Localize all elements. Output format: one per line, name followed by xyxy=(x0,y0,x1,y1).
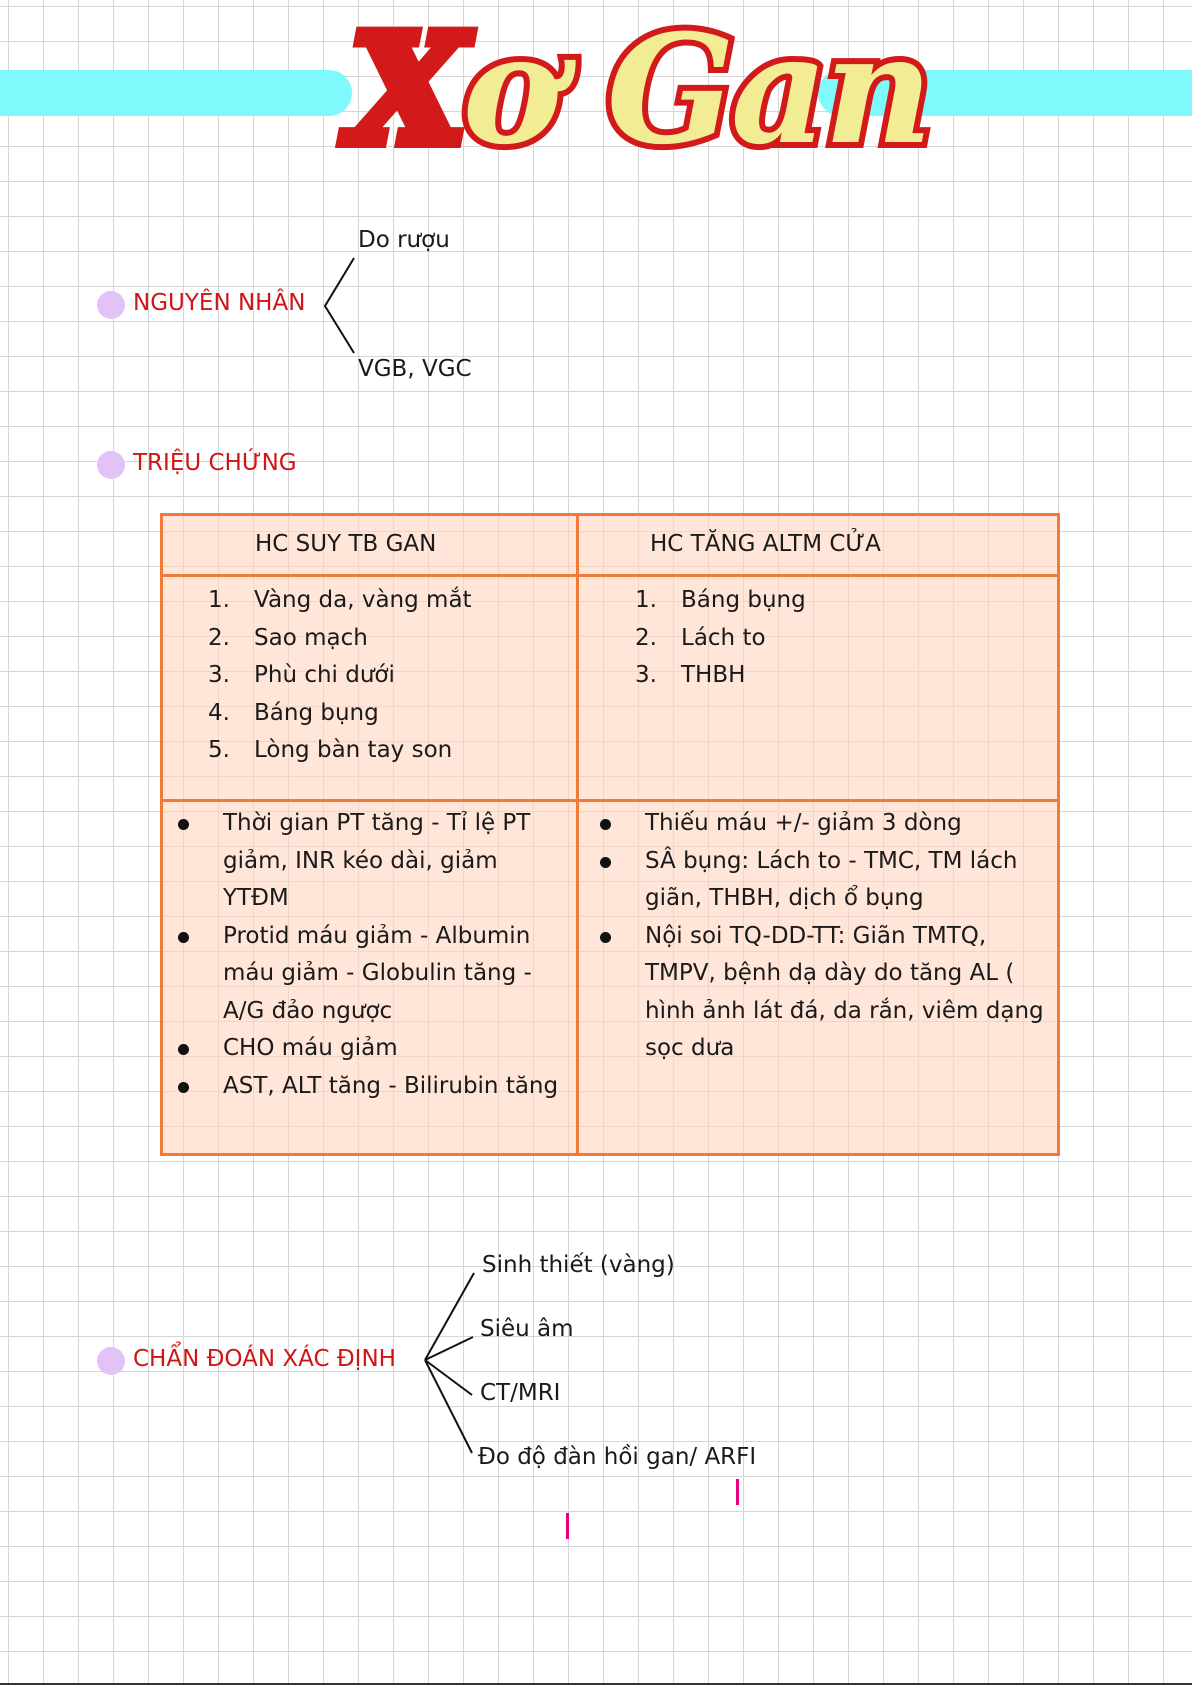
portal-hypertension-lab-list xyxy=(645,805,1050,1068)
diagnosis-biopsy: Sinh thiết (vàng) xyxy=(482,1252,675,1278)
table-column-divider xyxy=(576,513,579,1156)
list-item: Protid máu giảm - Albumin máu giảm - Globulin tăng - A/G đảo ngược xyxy=(223,918,563,1031)
list-item: Thời gian PT tăng - Tỉ lệ PT giảm, INR kéo dài, giảm YTĐM xyxy=(223,805,563,918)
diagnosis-ct-mri: CT/MRI xyxy=(480,1380,561,1406)
list-item: Nội soi TQ-DD-TT: Giãn TMTQ, TMPV, bệnh dạ dày do tăng AL ( hình ảnh lát đá, da rắn, viêm dạng sọc dưa xyxy=(645,918,1050,1068)
list-item: 2. Lách to xyxy=(635,624,766,651)
diagnosis-ultrasound: Siêu âm xyxy=(480,1316,574,1342)
list-item: 3. THBH xyxy=(635,662,746,688)
liver-failure-lab-list xyxy=(223,805,563,1105)
text-cursor xyxy=(566,1513,569,1539)
table-header-liver-failure: HC SUY TB GAN xyxy=(255,531,437,557)
heading-causes: NGUYÊN NHÂN xyxy=(133,290,306,316)
table-row-divider-2 xyxy=(160,799,1060,802)
text-cursor xyxy=(736,1479,739,1505)
list-item: 5. Lòng bàn tay son xyxy=(208,737,453,763)
page-title: Xơ Gan xyxy=(350,2,930,178)
heading-diagnosis: CHẨN ĐOÁN XÁC ĐỊNH xyxy=(133,1346,396,1372)
list-item: Thiếu máu +/- giảm 3 dòng xyxy=(645,805,1050,843)
diagnosis-elastography: Đo độ đàn hồi gan/ ARFI xyxy=(478,1444,757,1470)
list-item: 1. Báng bụng xyxy=(635,587,806,613)
cause-alcohol: Do rượu xyxy=(358,227,450,253)
list-item: 4. Báng bụng xyxy=(208,699,379,726)
list-item: 3. Phù chi dưới xyxy=(208,662,395,688)
list-item: SÂ bụng: Lách to - TMC, TM lách giãn, THBH, dịch ổ bụng xyxy=(645,843,1050,918)
bullet-dot-symptoms xyxy=(97,451,125,479)
list-item: 1. Vàng da, vàng mắt xyxy=(208,587,472,613)
list-item: 2. Sao mạch xyxy=(208,624,368,651)
table-row-divider-1 xyxy=(160,574,1060,577)
list-item: CHO máu giảm xyxy=(223,1030,563,1068)
cause-viral: VGB, VGC xyxy=(358,356,472,382)
title-band-left xyxy=(0,70,352,116)
portal-hypertension-clinical-list xyxy=(635,582,806,695)
liver-failure-clinical-list xyxy=(208,582,472,770)
table-header-portal-hypertension: HC TĂNG ALTM CỬA xyxy=(650,531,881,557)
list-item: AST, ALT tăng - Bilirubin tăng xyxy=(223,1068,563,1106)
bullet-dot-causes xyxy=(97,291,125,319)
heading-symptoms: TRIỆU CHỨNG xyxy=(133,450,297,476)
bullet-dot-diagnosis xyxy=(97,1347,125,1375)
